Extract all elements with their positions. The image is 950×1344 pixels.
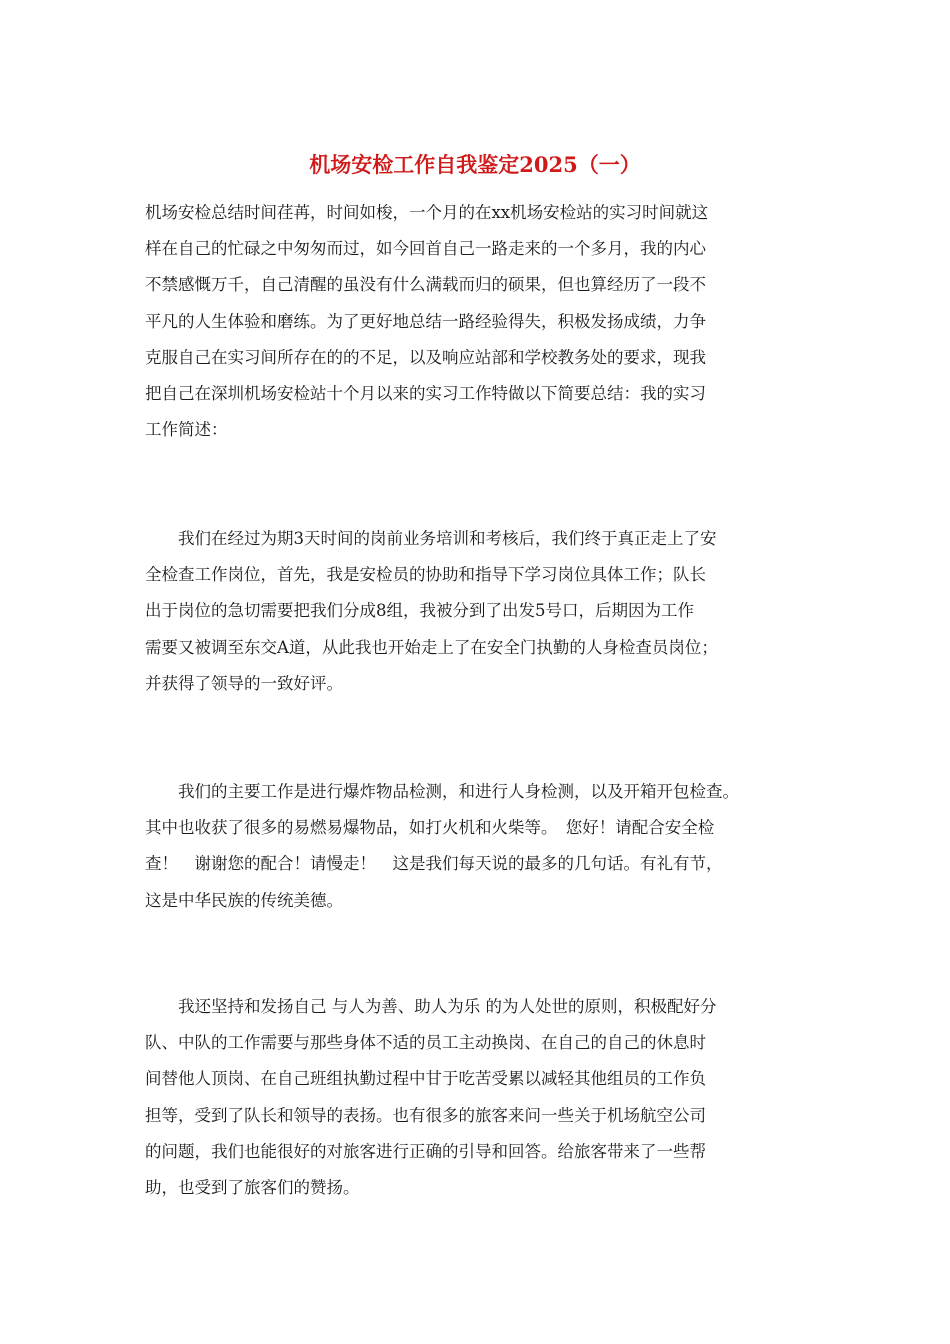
paragraph-line: 其中也收获了很多的易燃易爆物品，如打火机和火柴等。 您好！请配合安全检 [145, 818, 715, 838]
paragraph-line: 克服自己在实习间所存在的的不足，以及响应站部和学校教务处的要求，现我 [145, 347, 706, 367]
paragraph-line: 我还坚持和发扬自己 与人为善、助人为乐 的为人处世的原则，积极配好分 [145, 997, 717, 1016]
paragraph-line: 这是中华民族的传统美德。 [145, 890, 343, 910]
document-title: 机场安检工作自我鉴定2025（一） [309, 152, 641, 177]
paragraph-line: 不禁感慨万千，自己清醒的虽没有什么满载而归的硕果，但也算经历了一段不 [145, 275, 706, 295]
paragraph-line: 担等，受到了队长和领导的表扬。也有很多的旅客来问一些关于机场航空公司 [145, 1105, 706, 1125]
paragraph-line: 间替他人顶岗、在自己班组执勤过程中甘于吃苦受累以减轻其他组员的工作负 [145, 1069, 706, 1089]
paragraph-line: 我们的主要工作是进行爆炸物品检测，和进行人身检测，以及开箱开包检查。 [145, 782, 739, 801]
paragraph-line: 工作简述： [145, 420, 228, 440]
paragraph-line: 并获得了领导的一致好评。 [145, 673, 343, 693]
paragraph-4 [145, 989, 815, 1206]
paragraph-line: 平凡的人生体验和磨练。为了更好地总结一路经验得失，积极发扬成绩，力争 [145, 311, 706, 331]
paragraph-line: 助，也受到了旅客们的赞扬。 [145, 1178, 360, 1198]
paragraph-line: 全检查工作岗位，首先，我是安检员的协助和指导下学习岗位具体工作；队长 [145, 565, 706, 585]
paragraph-line: 的问题，我们也能很好的对旅客进行正确的引导和回答。给旅客带来了一些帮 [145, 1141, 706, 1161]
paragraph-line: 需要又被调至东交A道，从此我也开始走上了在安全门执勤的人身检查员岗位； [145, 637, 718, 657]
paragraph-line: 机场安检总结时间荏苒，时间如梭，一个月的在xx机场安检站的实习时间就这 [145, 203, 709, 222]
paragraph-1 [145, 195, 815, 448]
paragraph-line: 我们在经过为期3天时间的岗前业务培训和考核后，我们终于真正走上了安 [145, 529, 717, 548]
paragraph-line: 样在自己的忙碌之中匆匆而过，如今回首自己一路走来的一个多月，我的内心 [145, 239, 706, 259]
paragraph-line: 把自己在深圳机场安检站十个月以来的实习工作特做以下简要总结：我的实习 [145, 384, 706, 404]
paragraph-3 [145, 774, 815, 919]
paragraph-line: 查！ 谢谢您的配合！请慢走！ 这是我们每天说的最多的几句话。有礼有节， [145, 854, 723, 874]
paragraph-line: 出于岗位的急切需要把我们分成8组，我被分到了出发5号口，后期因为工作 [145, 601, 694, 621]
paragraph-2 [145, 521, 815, 702]
paragraph-line: 队、中队的工作需要与那些身体不适的员工主动换岗、在自己的自己的休息时 [145, 1033, 706, 1053]
